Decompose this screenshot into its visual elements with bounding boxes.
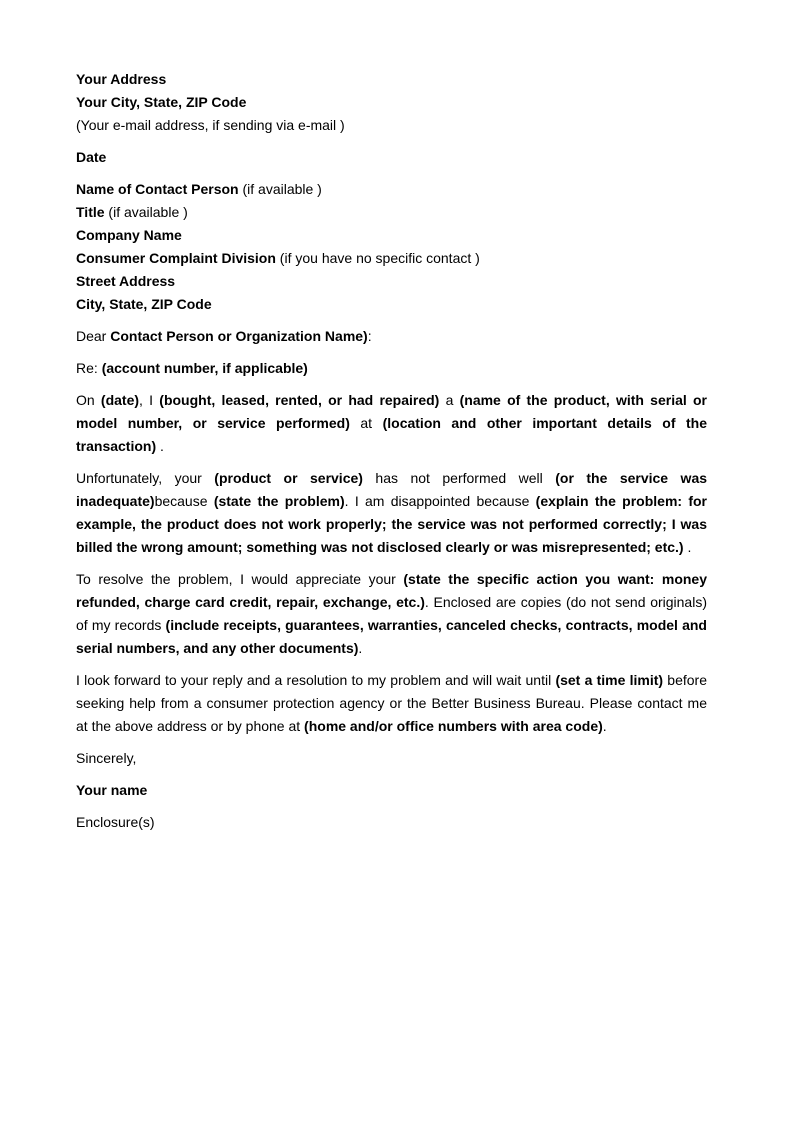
text-run: (explain the problem: for example, the product does not work properly; the service was not performed correctly; I was billed the wrong amount; something was not disclosed clearly or was misrepresented; etc.) [76,493,708,555]
text-run: Your name [76,782,148,798]
text-run: (date) [100,392,140,408]
text-run: Sincerely, [76,750,137,766]
text-run: (Your e-mail address, if sending via e-mail ) [76,117,345,133]
text-run: a [439,392,460,408]
text-run: Dear [76,328,111,344]
recipient-address-block [76,178,707,316]
salutation-line [76,325,707,348]
text-run: Title [76,204,105,220]
text-run: . [683,539,692,555]
text-run: (home and/or office numbers with area code) [304,718,603,734]
signature-name-line [76,779,707,802]
text-run: has not performed well [362,470,556,486]
date-line [76,146,707,169]
text-run: (state the problem) [213,493,345,509]
text-run: : [367,328,372,344]
text-run: Contact Person or Organization Name) [110,328,368,344]
text-run: (account number, if applicable) [101,360,308,376]
text-run: (if you have no specific contact ) [275,250,480,266]
text-run: (set a time limit) [555,672,664,688]
text-run: Enclosure(s) [76,814,155,830]
text-run: at [349,415,383,431]
text-run: . Enclosed are copies (do not send originals) of my records [76,594,707,633]
enclosure-line [76,811,707,834]
text-run: (product or service) [214,470,363,486]
reference-line [76,357,707,380]
text-run: On [76,392,101,408]
text-run: . I am disappointed because [344,493,536,509]
text-run: before seeking help from a consumer protection agency or the Better Business Bureau. Please contact me at the above address or by phone at [76,672,707,734]
text-run: (name of the product, with serial or model number, or service performed) [76,392,708,431]
text-run: Your Address [76,71,167,87]
text-run: Street Address [76,273,176,289]
text-run: (location and other important details of the transaction) [76,415,707,454]
paragraph-transaction [76,389,707,458]
text-run: (include receipts, guarantees, warranties, canceled checks, contracts, model and serial numbers, and any other documents) [76,617,707,656]
text-run: (state the specific action you want: money refunded, charge card credit, repair, exchange, etc.) [76,571,708,610]
text-run: (if available ) [238,181,322,197]
letter-body [76,68,707,843]
text-run: . [156,438,164,454]
text-run: Your City, State, ZIP Code [76,94,247,110]
text-run: Name of Contact Person [76,181,239,197]
text-run: Consumer Complaint Division [76,250,276,266]
text-run: City, State, ZIP Code [76,296,212,312]
paragraph-resolution [76,568,707,660]
text-run: I look forward to your reply and a resolution to my problem and will wait until [76,672,556,688]
text-run: , I [139,392,160,408]
closing-line [76,747,707,770]
text-run: (if available ) [104,204,188,220]
text-run: Unfortunately, your [76,470,215,486]
text-run: Date [76,149,107,165]
text-run: Re: [76,360,102,376]
text-run: . [358,640,363,656]
text-run: To resolve the problem, I would appreciate your [76,571,404,587]
text-run: (bought, leased, rented, or had repaired) [159,392,440,408]
text-run: Company Name [76,227,182,243]
text-run: . [602,718,607,734]
text-run: (or the service was inadequate) [76,470,708,509]
paragraph-deadline [76,669,707,738]
sender-address-block [76,68,707,137]
paragraph-problem [76,467,707,559]
text-run: because [154,493,214,509]
